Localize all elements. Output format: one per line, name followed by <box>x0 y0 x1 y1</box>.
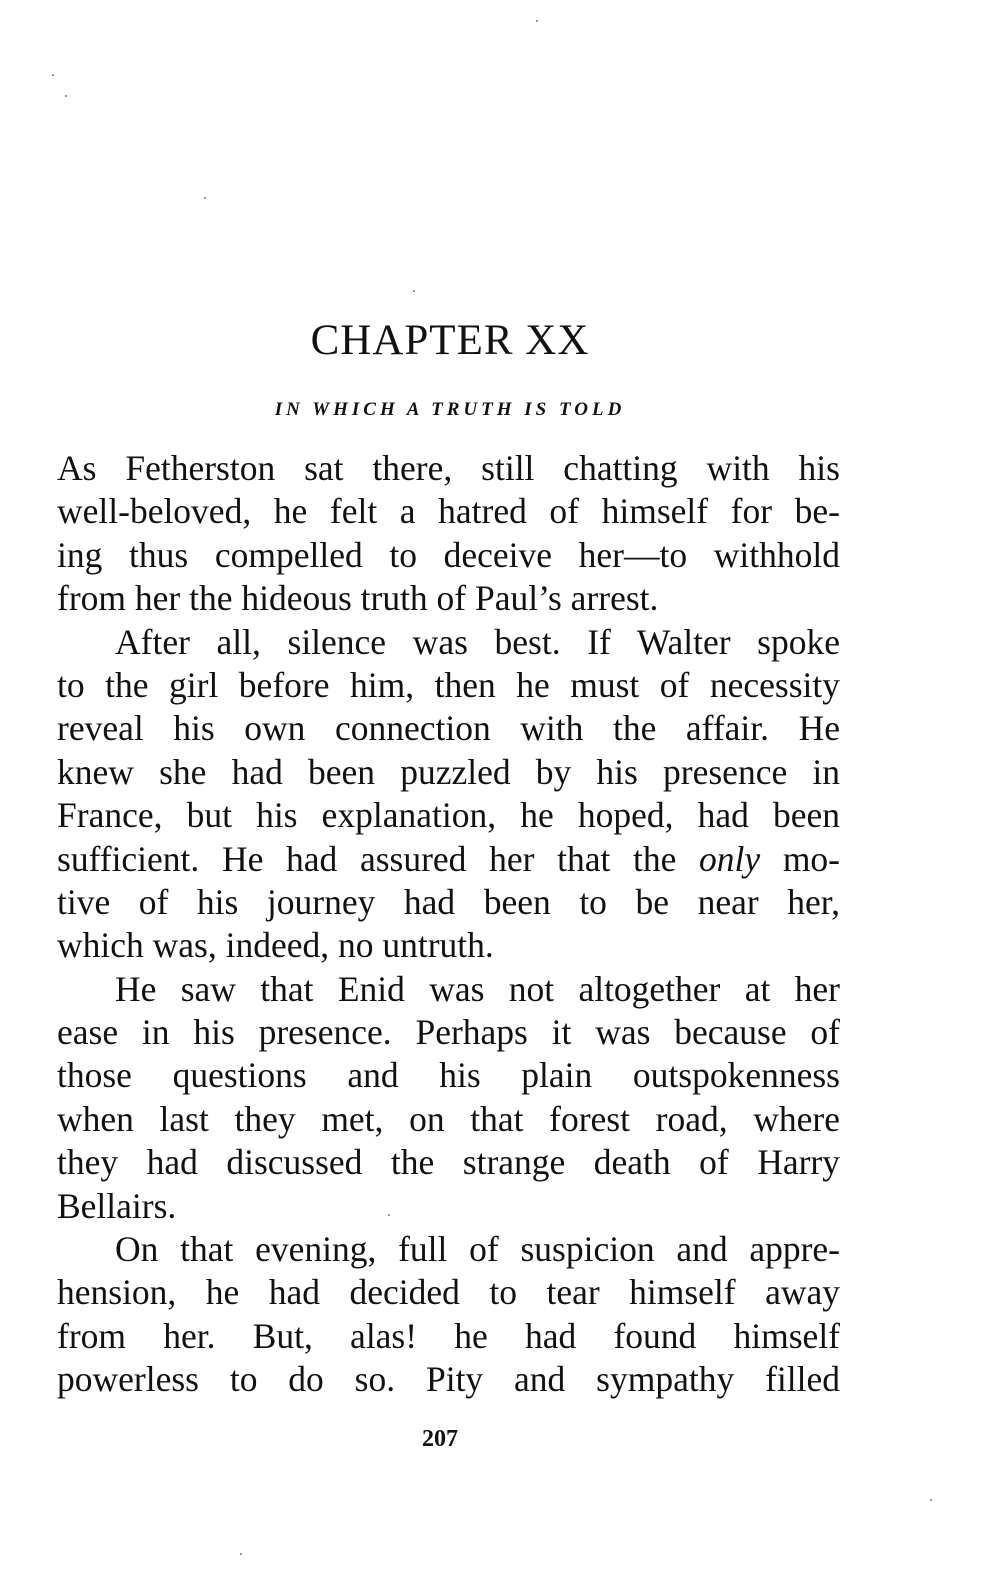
text-line: they had discussed the strange death of Harry <box>57 1142 840 1183</box>
text-line: ing thus compelled to deceive her—to withhold <box>57 534 840 575</box>
scan-speck <box>65 95 67 97</box>
text-line: which was, indeed, no untruth. <box>57 925 494 966</box>
text-line: Bellairs. <box>57 1185 177 1226</box>
scan-speck <box>388 1214 390 1216</box>
text-line: well-beloved, he felt a hatred of himself for be- <box>57 491 840 532</box>
text-line: After all, silence was best. If Walter spoke <box>115 621 840 662</box>
text-line: from her. But, alas! he had found himself <box>57 1315 840 1356</box>
scan-speck <box>536 20 538 22</box>
emphasis: only <box>699 838 761 879</box>
paragraph <box>57 447 840 621</box>
text-line: hension, he had decided to tear himself away <box>57 1272 840 1313</box>
scan-speck <box>413 290 415 292</box>
paragraph <box>57 621 840 968</box>
text-line: from her the hideous truth of Paul’s arrest. <box>57 578 659 619</box>
scan-speck <box>204 197 206 199</box>
text-line: As Fetherston sat there, still chatting with his <box>57 448 840 488</box>
page-number: 207 <box>422 1426 458 1452</box>
scan-speck <box>52 74 54 76</box>
scan-speck <box>240 1553 242 1555</box>
text-line: On that evening, full of suspicion and appre- <box>115 1229 840 1270</box>
chapter-title: CHAPTER XX <box>310 317 590 364</box>
text-line: sufficient. He had assured her that the only mo- <box>57 838 841 879</box>
paragraph <box>57 968 840 1228</box>
text-line: when last they met, on that forest road, where <box>57 1098 840 1139</box>
text-line: reveal his own connection with the affair. He <box>57 708 840 749</box>
text-line: powerless to do so. Pity and sympathy filled <box>57 1359 840 1400</box>
paragraph <box>57 1228 840 1402</box>
text-line: tive of his journey had been to be near her, <box>57 881 840 922</box>
scan-speck <box>930 1499 932 1501</box>
text-line: those questions and his plain outspokenness <box>57 1055 840 1096</box>
text-line: He saw that Enid was not altogether at her <box>115 968 840 1009</box>
text-line: France, but his explanation, he hoped, had been <box>57 795 840 836</box>
text-line: knew she had been puzzled by his presence in <box>57 751 840 792</box>
text-line: to the girl before him, then he must of necessity <box>57 664 840 705</box>
text-line: ease in his presence. Perhaps it was because of <box>57 1012 840 1053</box>
chapter-subtitle: IN WHICH A TRUTH IS TOLD <box>274 399 626 420</box>
body-text <box>57 447 840 1402</box>
